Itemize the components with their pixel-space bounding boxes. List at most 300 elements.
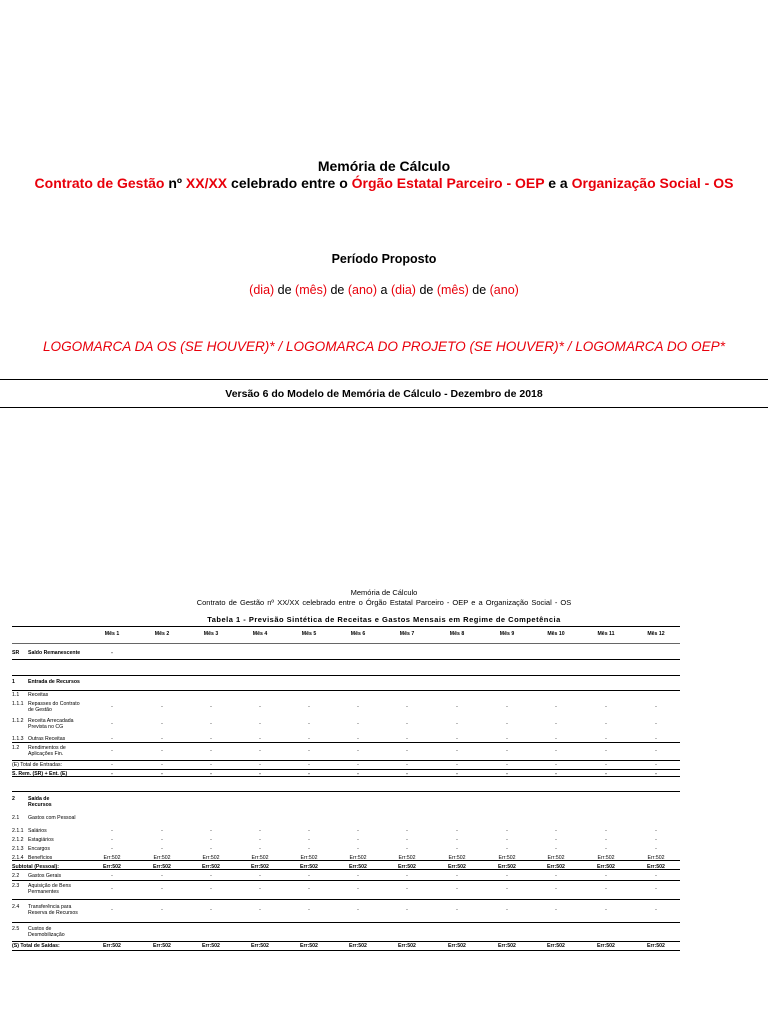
- cell-value: -: [555, 721, 557, 727]
- cell-value: Err:502: [349, 943, 367, 949]
- row-number: 2.3: [12, 883, 20, 889]
- cell-value: -: [456, 748, 458, 754]
- contract-number: XX/XX: [185, 175, 228, 191]
- row-label: [28, 718, 74, 730]
- row-label-line: Transferência para: [28, 904, 72, 910]
- cell-value: Err:502: [300, 864, 318, 870]
- cell-value: Err:502: [300, 855, 318, 861]
- cell-value: Err:502: [153, 864, 171, 870]
- cell-value: -: [605, 721, 607, 727]
- cell-value: -: [555, 837, 557, 843]
- cell-value: -: [506, 828, 508, 834]
- cell-value: -: [456, 837, 458, 843]
- cell-value: Err:502: [597, 864, 615, 870]
- row-label: [28, 796, 52, 808]
- row-label-line: Desmobilização: [28, 932, 65, 938]
- month-header: Mês 9: [499, 631, 515, 637]
- cell-value: -: [655, 846, 657, 852]
- row-label: [28, 650, 80, 656]
- row-number: 1.1: [12, 692, 20, 698]
- contract-conjunction: e a: [544, 175, 572, 191]
- row-label-line: Custos de: [28, 926, 52, 932]
- row-separator: [12, 899, 680, 900]
- cell-value: Err:502: [103, 943, 121, 949]
- cell-value: Err:502: [300, 943, 318, 949]
- cell-value: -: [259, 846, 261, 852]
- cell-value: -: [406, 907, 408, 913]
- cell-value: -: [308, 704, 310, 710]
- cell-value: Err:502: [597, 855, 615, 861]
- row-label-line: (E) Total de Entradas:: [12, 762, 63, 768]
- cell-value: -: [506, 846, 508, 852]
- cell-value: -: [605, 736, 607, 742]
- cell-value: -: [308, 762, 310, 768]
- cell-value: Err:502: [103, 864, 121, 870]
- cell-value: -: [406, 762, 408, 768]
- cell-value: -: [655, 721, 657, 727]
- cell-value: Err:502: [349, 864, 367, 870]
- cell-value: -: [406, 846, 408, 852]
- cell-value: -: [605, 873, 607, 879]
- cell-value: -: [456, 846, 458, 852]
- row-label-line: Entrada de Recursos: [28, 679, 80, 685]
- row-separator: [12, 643, 680, 644]
- cell-value: -: [357, 873, 359, 879]
- cell-value: -: [308, 828, 310, 834]
- cell-value: -: [111, 846, 113, 852]
- row-label: [28, 873, 61, 879]
- end-month: (mês): [436, 283, 469, 297]
- row-number: 1.1.2: [12, 718, 24, 724]
- cell-value: -: [506, 886, 508, 892]
- cell-value: -: [111, 650, 113, 656]
- row-label-line: Recursos: [28, 802, 52, 808]
- cell-value: -: [111, 907, 113, 913]
- cell-value: -: [357, 886, 359, 892]
- cell-value: Err:502: [448, 943, 466, 949]
- cell-value: -: [357, 771, 359, 777]
- row-label: [28, 679, 80, 685]
- cell-value: -: [506, 748, 508, 754]
- table-caption: Tabela 1 - Previsão Sintética de Receitas e Gastos Mensais em Regime de Competência: [207, 615, 561, 624]
- cell-value: -: [210, 828, 212, 834]
- cell-value: -: [655, 873, 657, 879]
- cell-value: -: [605, 762, 607, 768]
- row-label: [12, 943, 60, 949]
- row-label: [28, 904, 78, 916]
- cell-value: -: [555, 886, 557, 892]
- cell-value: Err:502: [448, 864, 466, 870]
- cell-value: -: [605, 771, 607, 777]
- row-label-line: Reserva de Recursos: [28, 910, 78, 916]
- cell-value: Err:502: [153, 855, 171, 861]
- cell-value: Err:502: [251, 864, 269, 870]
- row-label-line: Saldo Remanescente: [28, 650, 81, 656]
- date-sep: de: [274, 283, 296, 297]
- cell-value: -: [357, 704, 359, 710]
- cell-value: -: [506, 762, 508, 768]
- cell-value: -: [605, 907, 607, 913]
- cell-value: -: [259, 704, 261, 710]
- cell-value: Err:502: [202, 864, 220, 870]
- cell-value: -: [506, 721, 508, 727]
- row-label-line: Receita Arrecadada: [28, 718, 74, 724]
- cell-value: -: [111, 721, 113, 727]
- cell-value: -: [259, 721, 261, 727]
- row-label: [28, 815, 76, 821]
- cell-value: -: [259, 828, 261, 834]
- cell-value: -: [357, 721, 359, 727]
- cell-value: Err:502: [202, 855, 220, 861]
- row-number: 1.1.1: [12, 701, 24, 707]
- cell-value: -: [308, 721, 310, 727]
- cell-value: -: [161, 886, 163, 892]
- month-header: Mês 3: [203, 631, 219, 637]
- cell-value: -: [308, 736, 310, 742]
- row-separator: [12, 941, 680, 942]
- row-separator: [12, 626, 680, 627]
- cell-value: -: [655, 771, 657, 777]
- row-number: 2.1: [12, 815, 20, 821]
- row-label: [28, 701, 80, 713]
- divider: [0, 407, 768, 408]
- row-separator: [12, 675, 680, 676]
- cell-value: -: [161, 736, 163, 742]
- row-separator: [12, 950, 680, 951]
- cell-value: -: [357, 828, 359, 834]
- cell-value: -: [655, 886, 657, 892]
- row-label: [28, 883, 71, 895]
- cell-value: -: [111, 736, 113, 742]
- row-label-line: Aplicações Fin.: [28, 751, 64, 757]
- cell-value: -: [655, 748, 657, 754]
- row-label-line: de Gestão: [28, 707, 52, 713]
- cell-value: Err:502: [547, 864, 565, 870]
- cell-value: Err:502: [103, 855, 121, 861]
- period-dates: [0, 283, 768, 297]
- period-label: Período Proposto: [331, 252, 437, 266]
- start-year: (ano): [347, 283, 378, 297]
- row-label-line: Encargos: [28, 846, 50, 852]
- cell-value: -: [605, 748, 607, 754]
- cell-value: -: [605, 846, 607, 852]
- cell-value: -: [406, 886, 408, 892]
- cell-value: -: [259, 748, 261, 754]
- cell-value: Err:502: [251, 943, 269, 949]
- row-label-line: Aquisição de Bens: [28, 883, 71, 889]
- cell-value: -: [161, 828, 163, 834]
- cell-value: -: [406, 748, 408, 754]
- row-separator: [12, 659, 680, 660]
- row-number: 2.1.3: [12, 846, 24, 852]
- cell-value: Err:502: [647, 943, 665, 949]
- cell-value: -: [555, 771, 557, 777]
- cell-value: -: [357, 736, 359, 742]
- cell-value: -: [555, 846, 557, 852]
- cell-value: Err:502: [448, 855, 466, 861]
- cover-title: Memória de Cálculo: [317, 158, 451, 174]
- cell-value: -: [210, 771, 212, 777]
- os-name: Organização Social - OS: [571, 175, 734, 191]
- cell-value: Err:502: [398, 864, 416, 870]
- cell-value: -: [406, 704, 408, 710]
- cell-value: -: [655, 828, 657, 834]
- row-separator: [12, 690, 680, 691]
- cell-value: -: [605, 886, 607, 892]
- row-label: [28, 837, 54, 843]
- cell-value: -: [506, 704, 508, 710]
- cell-value: -: [161, 873, 163, 879]
- cell-value: -: [161, 721, 163, 727]
- cell-value: -: [605, 837, 607, 843]
- row-label-line: Saída de: [28, 796, 50, 802]
- cell-value: -: [406, 771, 408, 777]
- row-label-line: Rendimentos de: [28, 745, 66, 751]
- cell-value: -: [111, 748, 113, 754]
- cell-value: -: [406, 837, 408, 843]
- row-separator: [12, 760, 680, 761]
- row-separator: [12, 742, 680, 743]
- end-day: (dia): [390, 283, 416, 297]
- cell-value: -: [308, 846, 310, 852]
- row-label-line: Permanentes: [28, 889, 59, 895]
- cell-value: -: [655, 837, 657, 843]
- model-version: Versão 6 do Modelo de Memória de Cálculo - Dezembro de 2018: [225, 388, 543, 400]
- cell-value: -: [210, 721, 212, 727]
- cell-value: -: [210, 704, 212, 710]
- contract-connector: celebrado entre o: [227, 175, 352, 191]
- row-label: [28, 745, 66, 757]
- cell-value: -: [555, 762, 557, 768]
- cell-value: -: [111, 837, 113, 843]
- cell-value: -: [111, 762, 113, 768]
- cell-value: -: [555, 828, 557, 834]
- cell-value: -: [308, 873, 310, 879]
- cell-value: -: [161, 771, 163, 777]
- month-header: Mês 7: [399, 631, 415, 637]
- cell-value: -: [259, 907, 261, 913]
- row-number: 1.1.3: [12, 736, 24, 742]
- cell-value: Err:502: [398, 855, 416, 861]
- cell-value: -: [506, 907, 508, 913]
- cell-value: -: [456, 704, 458, 710]
- cell-value: -: [655, 704, 657, 710]
- row-number: 2.2: [12, 873, 20, 879]
- cell-value: Err:502: [498, 855, 516, 861]
- cell-value: -: [210, 762, 212, 768]
- cell-value: -: [259, 736, 261, 742]
- cell-value: -: [161, 846, 163, 852]
- month-header: Mês 10: [547, 631, 565, 637]
- row-label-line: S. Rem. (SR) + Ent. (E): [12, 771, 68, 777]
- cell-value: -: [406, 721, 408, 727]
- month-header: Mês 8: [449, 631, 465, 637]
- oep-name: Órgão Estatal Parceiro - OEP: [351, 175, 545, 191]
- cell-value: -: [605, 704, 607, 710]
- cell-value: Err:502: [547, 943, 565, 949]
- table-section-title: Memória de Cálculo: [350, 588, 418, 597]
- row-separator: [12, 922, 680, 923]
- cell-value: -: [308, 748, 310, 754]
- cell-value: -: [555, 873, 557, 879]
- cell-value: Err:502: [398, 943, 416, 949]
- row-label: [28, 736, 65, 742]
- cell-value: Err:502: [498, 864, 516, 870]
- cell-value: -: [210, 907, 212, 913]
- end-year: (ano): [489, 283, 519, 297]
- month-header: Mês 4: [252, 631, 268, 637]
- cell-value: -: [111, 704, 113, 710]
- date-sep: de: [327, 283, 348, 297]
- cell-value: -: [111, 771, 113, 777]
- cell-value: -: [506, 873, 508, 879]
- row-label-line: Subtotal (Pessoal):: [12, 864, 59, 870]
- row-number: SR: [12, 650, 20, 656]
- row-label-line: Gastos com Pessoal: [28, 815, 76, 821]
- cell-value: Err:502: [647, 855, 665, 861]
- cell-value: -: [111, 873, 113, 879]
- cell-value: -: [259, 873, 261, 879]
- month-header: Mês 5: [301, 631, 317, 637]
- cell-value: -: [259, 771, 261, 777]
- cell-value: -: [308, 837, 310, 843]
- row-number: 2.1.2: [12, 837, 24, 843]
- row-label-line: Benefícios: [28, 855, 53, 861]
- row-label-line: Receitas: [28, 692, 49, 698]
- cell-value: -: [357, 837, 359, 843]
- cell-value: Err:502: [597, 943, 615, 949]
- cell-value: -: [506, 771, 508, 777]
- month-header: Mês 6: [350, 631, 366, 637]
- date-range-sep: a: [377, 283, 391, 297]
- cell-value: Err:502: [153, 943, 171, 949]
- cell-value: -: [456, 736, 458, 742]
- contract-number-prefix: nº: [164, 175, 186, 191]
- month-header: Mês 1: [104, 631, 120, 637]
- cell-value: -: [456, 771, 458, 777]
- cell-value: Err:502: [498, 943, 516, 949]
- cell-value: -: [555, 736, 557, 742]
- cell-value: -: [456, 762, 458, 768]
- cell-value: -: [111, 828, 113, 834]
- row-label-line: Prevista no CG: [28, 724, 64, 730]
- cell-value: -: [655, 907, 657, 913]
- row-label: [12, 864, 59, 870]
- cell-value: -: [161, 837, 163, 843]
- start-day: (dia): [249, 283, 275, 297]
- row-number: 2.4: [12, 904, 20, 910]
- cell-value: Err:502: [647, 864, 665, 870]
- cell-value: -: [456, 721, 458, 727]
- cell-value: -: [506, 736, 508, 742]
- forecast-table: [12, 626, 680, 956]
- cell-value: -: [357, 748, 359, 754]
- row-separator: [12, 769, 680, 770]
- row-number: 1.2: [12, 745, 20, 751]
- cell-value: -: [210, 873, 212, 879]
- cell-value: -: [161, 907, 163, 913]
- row-label-line: (S) Total de Saídas:: [12, 943, 60, 949]
- cell-value: -: [308, 886, 310, 892]
- cell-value: -: [406, 873, 408, 879]
- cell-value: -: [605, 828, 607, 834]
- cell-value: -: [456, 907, 458, 913]
- row-number: 2.5: [12, 926, 20, 932]
- cell-value: -: [655, 762, 657, 768]
- cell-value: -: [308, 907, 310, 913]
- row-label: [28, 828, 47, 834]
- table-section-contract: Contrato de Gestão nº XX/XX celebrado entre o Órgão Estatal Parceiro - OEP e a Organização Social - OS: [196, 598, 572, 607]
- row-label: [28, 926, 65, 938]
- cell-value: -: [357, 907, 359, 913]
- cell-value: -: [406, 828, 408, 834]
- date-sep: de: [468, 283, 490, 297]
- row-label-line: Outras Receitas: [28, 736, 66, 742]
- row-label-line: Gastos Gerais: [28, 873, 62, 879]
- month-header: Mês 2: [154, 631, 170, 637]
- cell-value: -: [259, 762, 261, 768]
- row-separator: [12, 791, 680, 792]
- logo-placeholders: LOGOMARCA DA OS (SE HOUVER)* / LOGOMARCA DO PROJETO (SE HOUVER)* / LOGOMARCA DO OEP*: [42, 339, 726, 354]
- cell-value: -: [555, 907, 557, 913]
- row-label: [28, 846, 50, 852]
- cell-value: -: [655, 736, 657, 742]
- row-label-line: Repasses do Contrato: [28, 701, 80, 707]
- cell-value: -: [161, 762, 163, 768]
- cell-value: -: [456, 873, 458, 879]
- cell-value: -: [111, 886, 113, 892]
- cell-value: Err:502: [251, 855, 269, 861]
- cell-value: Err:502: [547, 855, 565, 861]
- cell-value: -: [456, 886, 458, 892]
- row-label: [28, 855, 52, 861]
- row-separator: [12, 880, 680, 881]
- row-label-line: Estagiários: [28, 837, 54, 843]
- row-number: 2.1.4: [12, 855, 24, 861]
- cell-value: -: [161, 704, 163, 710]
- month-header: Mês 12: [647, 631, 665, 637]
- cover-contract-line: [0, 175, 768, 191]
- cell-value: Err:502: [202, 943, 220, 949]
- cell-value: -: [161, 748, 163, 754]
- row-label: [12, 762, 62, 768]
- row-label-line: Salários: [28, 828, 47, 834]
- row-number: 1: [12, 679, 15, 685]
- cell-value: -: [357, 846, 359, 852]
- start-month: (mês): [295, 283, 327, 297]
- cell-value: -: [210, 748, 212, 754]
- month-header: Mês 11: [597, 631, 615, 637]
- row-number: 2: [12, 796, 15, 802]
- cell-value: -: [308, 771, 310, 777]
- cell-value: -: [210, 846, 212, 852]
- cell-value: -: [210, 736, 212, 742]
- divider: [0, 379, 768, 380]
- cell-value: -: [210, 837, 212, 843]
- cell-value: -: [259, 886, 261, 892]
- row-label: [28, 692, 48, 698]
- cell-value: -: [210, 886, 212, 892]
- row-label: [12, 771, 67, 777]
- date-sep: de: [415, 283, 437, 297]
- contract-label: Contrato de Gestão: [34, 175, 165, 191]
- cell-value: -: [555, 704, 557, 710]
- cell-value: -: [456, 828, 458, 834]
- cell-value: -: [555, 748, 557, 754]
- cell-value: -: [406, 736, 408, 742]
- cell-value: -: [357, 762, 359, 768]
- cell-value: -: [506, 837, 508, 843]
